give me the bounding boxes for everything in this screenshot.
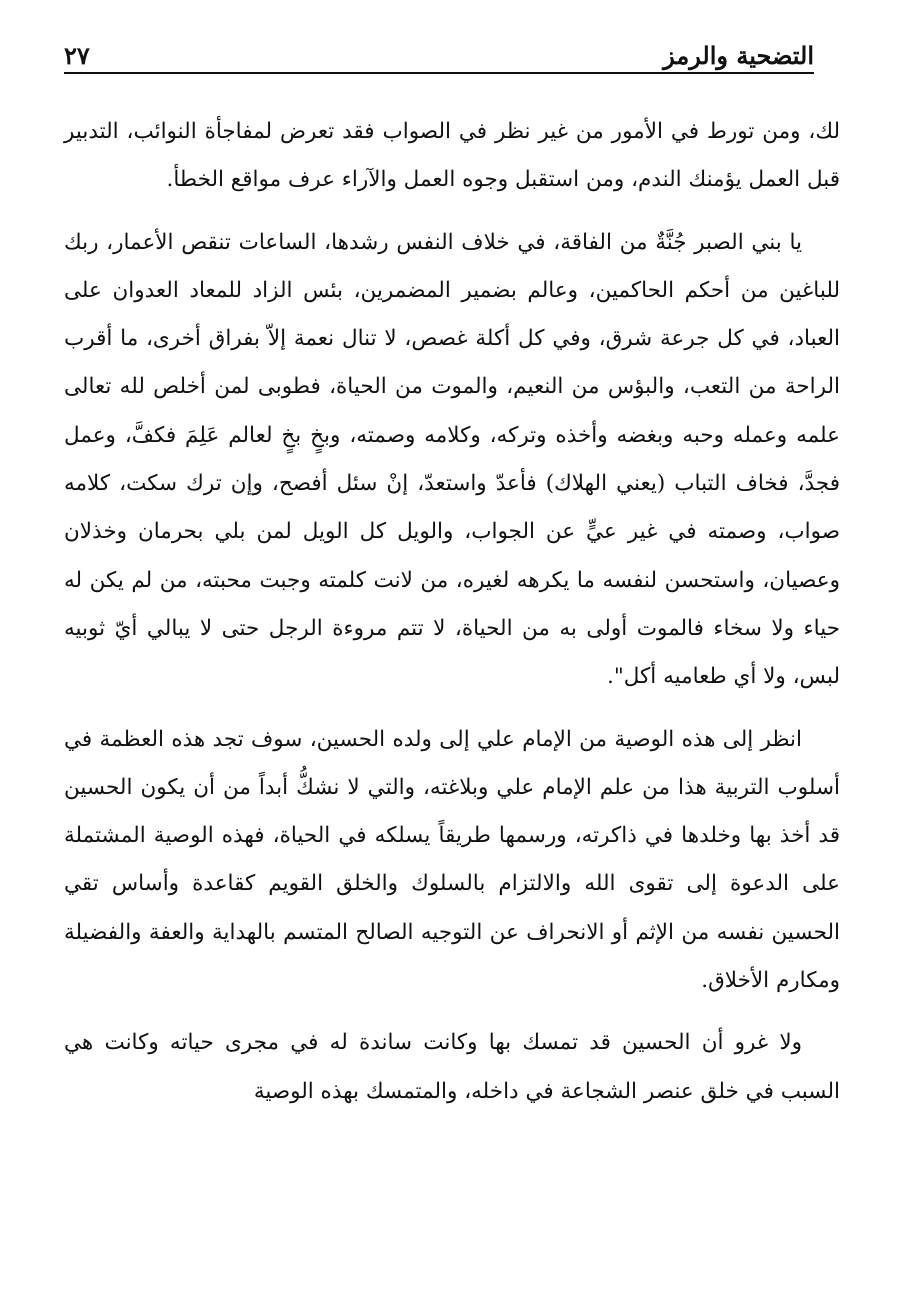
paragraph-4: ولا غرو أن الحسين قد تمسك بها وكانت ساندة له في مجرى حياته وكانت هي السبب في خلق عنصر الشجاعة في داخله، والمتمسك بهذه الوصية [64,1030,840,1104]
paragraph-1: لك، ومن تورط في الأمور من غير نظر في الصواب فقد تعرض لمفاجأة النوائب، التدبير قبل العمل يؤمنك الندم، ومن استقبل وجوه العمل والآراء عرف مواقع الخطأ. [64,119,840,193]
header-rule [64,72,814,74]
paragraph-2: يا بني الصبر جُنَّةٌ من الفاقة، في خلاف النفس رشدها، الساعات تنقص الأعمار، ربك للباغين من أحكم الحاكمين، وعالم بضمير المضمرين، بئس الزاد للمعاد العدوان على العباد، في كل جرعة شرق، وفي كل أكلة غصص، لا تنال نعمة إلاّ بفراق أخرى، ما أقرب الراحة من التعب، والبؤس من النعيم، والموت من الحياة، فطوبى لمن أخلص لله تعالى علمه وعمله وحبه وبغضه وأخذه وتركه، وكلامه وصمته، وبخٍ بخٍ لعالم عَلِمَ فكفَّ، وعمل فجدَّ، فخاف التباب (يعني الهلاك) فأعدّ واستعدّ، إنْ سئل أفصح، وإن ترك سكت، كلامه صواب، وصمته في غير عيٍّ عن الجواب، والويل كل الويل لمن بلي بحرمان وخذلان وعصيان، واستحسن لنفسه ما يكرهه لغيره، من لانت كلمته وجبت محبته، من لم يكن له حياء ولا سخاء فالموت أولى به من الحياة، لا تتم مروءة الرجل حتى لا يبالي أيّ ثوبيه لبس، ولا أي طعاميه أكل". [64,229,840,690]
body-text [64,108,840,1130]
running-title: التضحية والرمز [663,41,814,70]
page-header [64,30,814,74]
page-number: ٢٧ [64,41,90,70]
paragraph-3: انظر إلى هذه الوصية من الإمام علي إلى ولده الحسين، سوف تجد هذه العظمة في أسلوب التربية هذا من علم الإمام علي وبلاغته، والتي لا نشكُّ أبداً من أن يكون الحسين قد أخذ بها وخلدها في ذاكرته، ورسمها طريقاً يسلكه في الحياة، فهذه الوصية المشتملة على الدعوة إلى تقوى الله والالتزام بالسلوك والخلق القويم كقاعدة وأساس تقي الحسين نفسه من الإثم أو الانحراف عن التوجيه الصالح المتسم بالهداية والعفة والفضيلة ومكارم الأخلاق. [64,726,840,994]
